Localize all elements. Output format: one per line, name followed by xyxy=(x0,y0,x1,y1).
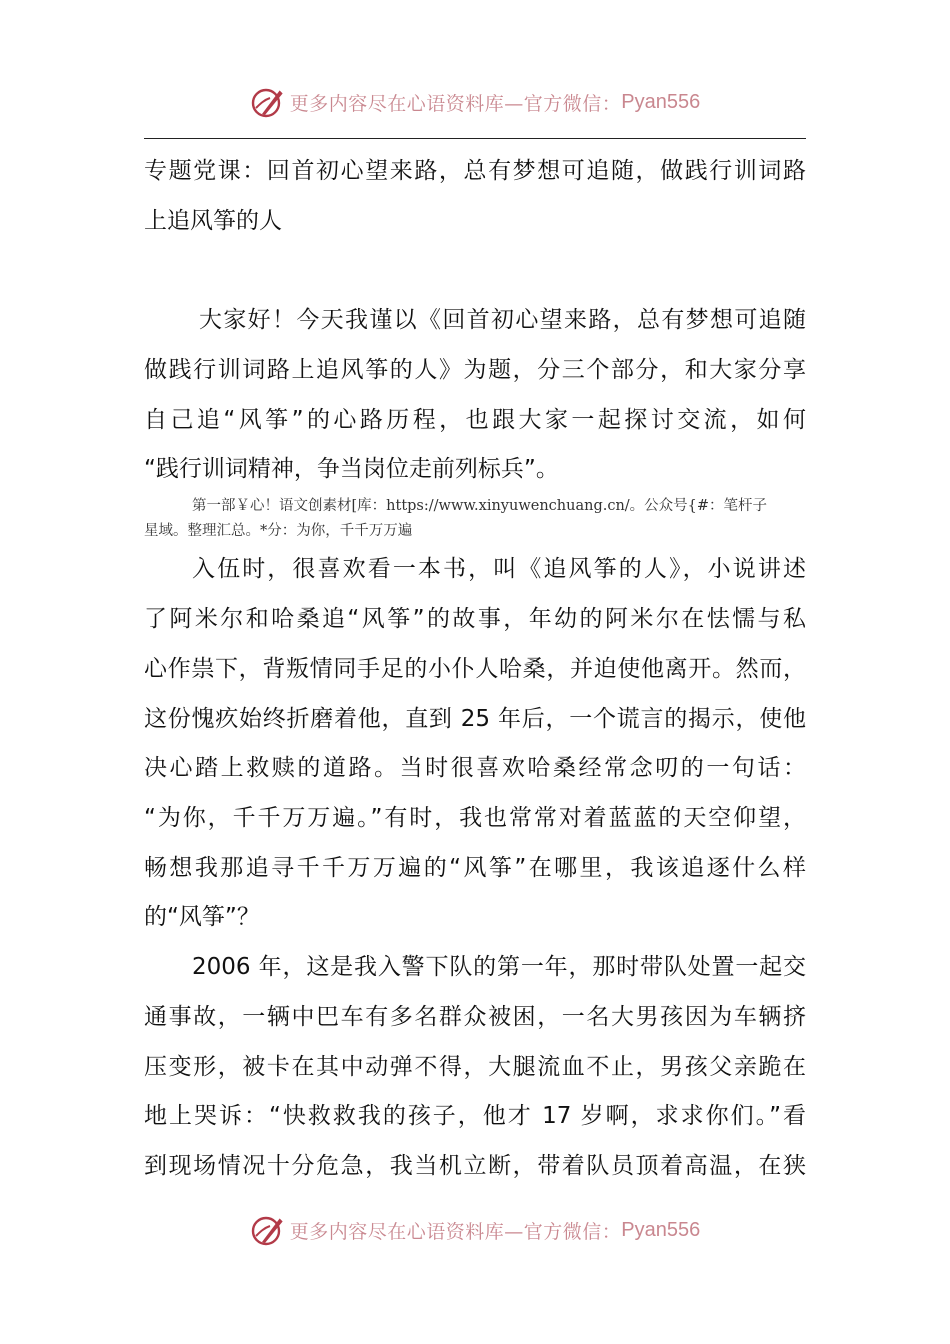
source-note-line-2: 星域。整理汇总。*分：为你，千千万万遍 xyxy=(144,523,413,539)
quill-pen-logo-icon xyxy=(250,84,286,120)
para2-line-4: 地上哭诉：“快救救我的孩子，他才 17 岁啊，求求你们。”看 xyxy=(144,1103,806,1129)
para1-line-6: “为你，千千万万遍。”有时，我也常常对着蓝蓝的天空仰望， xyxy=(144,805,806,831)
para2-line-5: 到现场情况十分危急，我当机立断，带着队员顶着高温，在狭 xyxy=(144,1153,806,1179)
para1-line-8: 的“风筝”？ xyxy=(144,904,260,930)
para2-line-1: 2006 年，这是我入警下队的第一年，那时带队处置一起交 xyxy=(192,954,806,980)
footer-brand xyxy=(0,1208,950,1252)
title-line-1: 专题党课：回首初心望来路，总有梦想可追随，做践行训词路 xyxy=(144,158,806,184)
source-note-line-1: 第一部￥心！语文创素材[库：https://www.xinyuwenchuang.cn/。公众号{#：笔杆子 xyxy=(192,498,768,514)
intro-line-2: 做践行训词路上追风筝的人》为题，分三个部分，和大家分享 xyxy=(144,357,806,383)
para1-line-2: 了阿米尔和哈桑追“风筝”的故事，年幼的阿米尔在怯懦与私 xyxy=(144,606,806,632)
footer-brand-slogan: 更多内容尽在心语资料库—官方微信： xyxy=(289,1220,622,1243)
intro-line-1: 大家好！今天我谨以《回首初心望来路，总有梦想可追随 xyxy=(199,307,806,333)
intro-line-4: “践行训词精神，争当岗位走前列标兵”。 xyxy=(144,456,559,482)
para2-line-3: 压变形，被卡在其中动弹不得，大腿流血不止，男孩父亲跪在 xyxy=(144,1054,806,1080)
para1-line-4: 这份愧疚始终折磨着他，直到 25 年后，一个谎言的揭示，使他 xyxy=(144,706,806,732)
title-line-2: 上追风筝的人 xyxy=(144,208,282,234)
header-divider xyxy=(144,138,806,139)
para1-line-3: 心作祟下，背叛情同手足的小仆人哈桑，并迫使他离开。然而， xyxy=(144,656,806,682)
para1-line-5: 决心踏上救赎的道路。当时很喜欢哈桑经常念叨的一句话： xyxy=(144,755,806,781)
brand-slogan: 更多内容尽在心语资料库—官方微信： xyxy=(289,92,622,115)
footer-brand-wechat-id: Pyan556 xyxy=(621,1218,701,1241)
intro-line-3: 自己追“风筝”的心路历程，也跟大家一起探讨交流，如何 xyxy=(144,407,806,433)
para2-line-2: 通事故，一辆中巴车有多名群众被困，一名大男孩因为车辆挤 xyxy=(144,1004,806,1030)
brand-wechat-id: Pyan556 xyxy=(621,90,701,113)
para1-line-1: 入伍时，很喜欢看一本书，叫《追风筝的人》，小说讲述 xyxy=(192,556,806,582)
quill-pen-logo-icon xyxy=(250,1212,286,1248)
header-brand xyxy=(0,80,950,124)
para1-line-7: 畅想我那追寻千千万万遍的“风筝”在哪里，我该追逐什么样 xyxy=(144,855,806,881)
